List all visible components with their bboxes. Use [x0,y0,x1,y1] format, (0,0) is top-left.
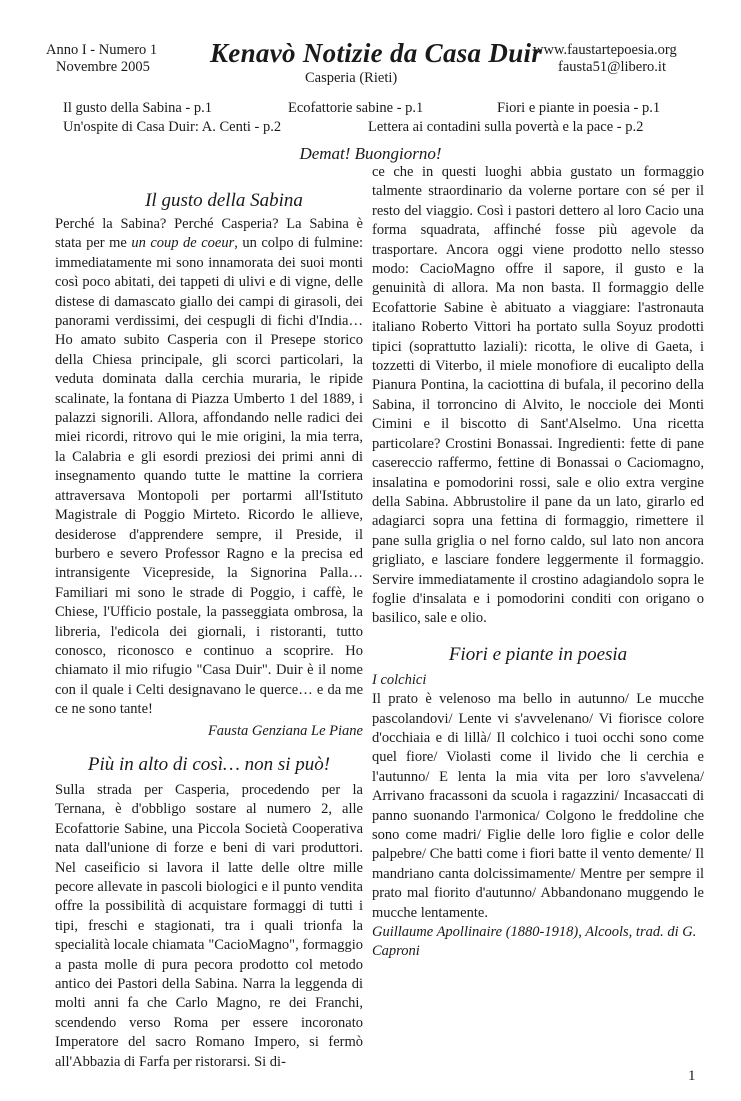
article-signature: Fausta Genziana Le Piane [207,722,363,739]
poem-credit: Guillaume Apollinaire (1880-1918), Alcools, trad. di G. Caproni [372,924,697,960]
article-title-piu-in-alto: Più in alto di così… non si può! [87,753,331,775]
toc-item-2: Ecofattorie sabine - p.1 [288,100,424,116]
body-emphasis: un coup de coeur [131,235,235,252]
article-body-ecofattorie-left: Sulla strada per Casperia, procedendo per la Ternana, è d'obbligo sostare al numero 2, alle Ecofattorie Sabine, una Piccola Società Cooperativa nata dall'unione di forze e beni di vari produttori. Nel caseificio si lavora il latte delle oltre mille pecore allevate in pascoli biologici e il punto vendita offre la possibilità di acquistare formaggi di tutti i tipi, freschi e stagionati, tra i quali trionfa la specialità locale chiamata "CacioMagno", formaggio a pasta molle di pura pecora prodotto col metodo antico dei Pastori della Sabina. Narra la leggenda di molti anni fa che Carlo Magno, re dei Franchi, scendendo verso Roma per essere incoronato Imperatore del sacro Romano Impero, si fermò all'Abbazia di Farfa per ristorarsi. Si di- [55,781,363,1070]
issue-date: Novembre 2005 [56,59,150,75]
body-text: , un colpo di fulmine: immediatamente mi sono innamorata dei suoi monti così poco abitati, dei tappeti di ulivi e di vigne, delle distese di damascato giallo dei campi di girasoli, dei panorami verdissimi, dei cespugli di fichi d'India… Ho amato subito Casperia con il Presepe storico della Chiesa principale, gli scorci particolari, la veduta dominata dalla cerchia muraria, le ripide scalinate, la fontana di Piazza Umberto 1 del 1889, i palazzi signorili. Allora, affondando nelle radici dei miei ricordi, ritrovo qui le mie origini, la mia terra, la Calabria e gli esordi preziosi dei primi anni di insegnamento quando tutte le mattine la corriera attraversava Montopoli per portarmi all'Istituto Magistrale di Poggio Mirteto. Ricordo le allieve, desiderose d'apprendere sempre, il Preside, il burbero e severo Professor Ragno e la precisa ed intransigente Vicepreside, la Signorina Palla… Familiari mi sono le strade di Poggio, i caffè, le Chiese, l'Ufficio postale, la passeggiata ombrosa, la libreria, l'edicola dei giornali, i ristoranti, tutto conosco, riconosco e continuo a scoprire. Ho chiamato il mio rifugio "Casa Duir". Duir è il nome con il quale i Celti designavano le querce… e da me ce ne sono tante! [55,235,363,718]
toc-item-1: Il gusto della Sabina - p.1 [63,100,213,116]
masthead-title: Kenavò Notizie da Casa Duir [210,38,543,68]
body-text: Perché la Sabina? Perché Casperia? La Sabina è stata per me [55,216,363,252]
article-body-gusto [55,215,363,720]
article-body-ecofattorie-right: ce che in questi luoghi abbia gustato un formaggio talmente straordinario da volerne portare con sé per il resto del viaggio. Così i pastori dettero al loro Cacio una forma squadrata, affinché fosse più agevole da trasportare. Ancora oggi viene prodotto nello stesso modo: CacioMagno offre il sapore, il gusto e la genuinità di allora. Ma non basta. Il formaggio delle Ecofattorie Sabine è abituato a viaggiare: l'astronauta italiano Roberto Vittori ha portato sulla Soyuz prodotti tipici (soprattutto laziali): ricotta, le olive di Gaeta, i tozzetti di Viterbo, il miele monofiore di eucalipto della Pianura Pontina, la caciottina di bufala, il pecorino della Sabina, il torroncino di Alvito, le nocciole dei Monti Cimini e il biscotto di Sant'Alselmo. Una ricetta particolare? Crostini Bonassai. Ingredienti: fette di pane casereccio raffermo, fettine di Bonassai o Caciomagno, insalatina e pomodorini rossi, sale e olio extra vergine della Sabina. Abbrustolire il pane da un lato, girarlo ed adagiarci sopra una fettina di formaggio, rimettere il pane sulla griglia o nel forno caldo, sul lato non ancora grigliato, e lasciare fondere leggermente il formaggio. Servire immediatamente il crostino adagiandolo sopra le foglie d'insalata e i pomodorini conditi con origano o basilico, sale e olio. [372,164,704,627]
toc-item-3: Fiori e piante in poesia - p.1 [497,100,661,116]
right-column [372,163,704,962]
page-number: 1 [688,1068,696,1084]
greeting: Demat! Buongiorno! [299,144,442,163]
article-title-gusto: Il gusto della Sabina [145,190,303,211]
issue-info [46,42,157,76]
website-link[interactable]: www.faustartepoesia.org [533,42,677,58]
poem-title: I colchici [372,671,427,688]
contact-info [533,42,677,76]
poem-text: Il prato è velenoso ma bello in autunno/ Le mucche pascolandovi/ Lente vi s'avvelenano/ Vi fiorisce colore d'occhiaia e di lillà/ Il colchico i tuoi occhi sono come quel fiore/ Violasti come il livido che li cerchia e l'autunno/ E lenta la mia vita per loro s'avvelena/ Arrivano fracassoni da scuola i ragazzini/ Incasaccati di panno suonando l'armonica/ Colgono le freddoline che sono come madri/ Figlie delle loro figlie e color delle palpebre/ Che batti come i fiori batte il vento demente/ Il mandriano canta dolcissimamente/ Mentre per sempre il prato mal fiorito d'autunno/ Abbandonano muggendo le mucche lentamente. [372,691,704,921]
toc-item-4: Un'ospite di Casa Duir: A. Centi - p.2 [63,119,282,135]
left-column [55,189,363,1072]
email-link[interactable]: fausta51@libero.it [558,59,666,75]
article-title-fiori: Fiori e piante in poesia [448,643,628,665]
issue-number: Anno I - Numero 1 [46,42,158,58]
masthead-place: Casperia (Rieti) [305,70,398,86]
toc-item-5: Lettera ai contadini sulla povertà e la pace - p.2 [368,119,644,135]
